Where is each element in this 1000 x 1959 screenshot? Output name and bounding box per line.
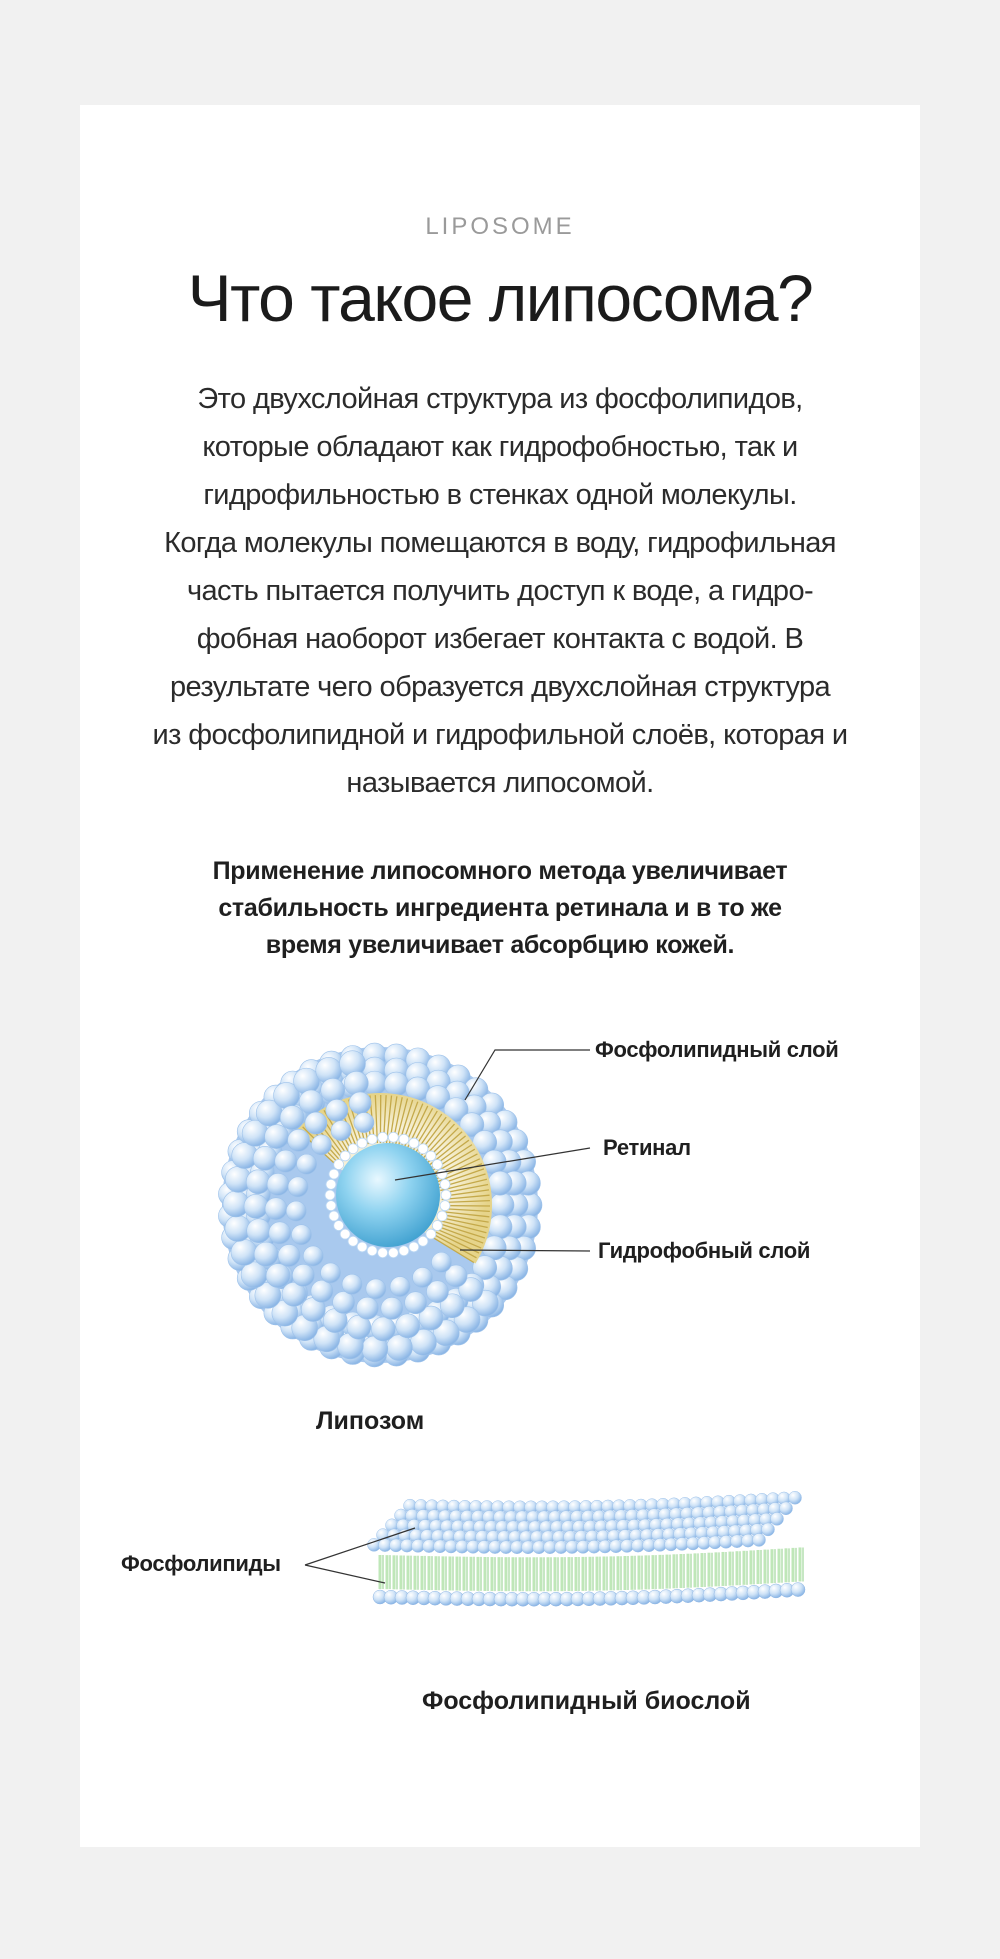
front-bead xyxy=(326,1099,348,1121)
inner-bead xyxy=(348,1144,358,1154)
liposome-illustration xyxy=(218,1043,542,1367)
front-bead xyxy=(303,1246,323,1266)
front-bead xyxy=(269,1222,291,1244)
description-paragraph: Это двухслойная структура из фосфолипидов, которые обладают как гидрофобностью, так и гидрофильностью в стенках одной молекулы. Когда молекулы помещаются в воду, гидрофильная часть пытается получить доступ к воде, а гидро- фобная наоборот избегает контакта с водой. В результате чего образуется двухслойная структура из фосфолипидной и гидрофильной слоёв, которая и называется липосомой. xyxy=(152,383,848,799)
front-bead xyxy=(321,1263,341,1283)
front-bead xyxy=(288,1129,310,1151)
front-bead xyxy=(413,1267,433,1287)
front-bead xyxy=(246,1170,270,1194)
front-bead xyxy=(280,1106,304,1130)
liposome-caption: Липозом xyxy=(316,1407,425,1435)
inner-bead xyxy=(367,1134,377,1144)
front-bead xyxy=(366,1279,386,1299)
inner-bead xyxy=(357,1242,367,1252)
inner-bead xyxy=(329,1169,339,1179)
front-bead xyxy=(405,1292,427,1314)
content-card xyxy=(80,105,920,1847)
front-bead xyxy=(266,1264,290,1288)
front-bead xyxy=(321,1078,345,1102)
bilayer-caption: Фосфолипидный биослой xyxy=(422,1687,751,1715)
top-bead xyxy=(780,1502,793,1515)
front-bead xyxy=(305,1112,327,1134)
label-phospholipid-layer: Фосфолипидный слой xyxy=(595,1037,839,1062)
inner-bead xyxy=(326,1201,336,1211)
front-bead xyxy=(381,1297,403,1319)
inner-bead xyxy=(367,1246,377,1256)
front-bead xyxy=(390,1277,410,1297)
inner-bead xyxy=(426,1229,436,1239)
front-bead xyxy=(349,1092,371,1114)
front-bead xyxy=(371,1317,395,1341)
front-bead xyxy=(244,1194,268,1218)
page-title: Что такое липосома? xyxy=(187,261,813,335)
inner-bead xyxy=(357,1138,367,1148)
front-bead xyxy=(275,1150,297,1172)
bead xyxy=(490,1193,514,1217)
front-bead xyxy=(311,1135,331,1155)
inner-bead xyxy=(409,1242,419,1252)
front-bead xyxy=(291,1225,311,1245)
leader-phospholipids-bottom xyxy=(305,1565,385,1583)
front-bead xyxy=(286,1201,306,1221)
top-bead xyxy=(753,1533,766,1546)
front-bead xyxy=(396,1314,420,1338)
inner-bead xyxy=(432,1221,442,1231)
bead xyxy=(384,1072,408,1096)
inner-bead xyxy=(432,1159,442,1169)
bilayer-tails xyxy=(380,1547,803,1591)
retinal-core xyxy=(336,1143,440,1247)
diagrams-canvas xyxy=(80,105,920,1847)
front-bead xyxy=(356,1297,378,1319)
inner-bead xyxy=(329,1211,339,1221)
top-bead xyxy=(762,1523,775,1536)
inner-bead xyxy=(378,1248,388,1258)
bead xyxy=(488,1171,512,1195)
eyebrow-label: LIPOSOME xyxy=(425,213,575,240)
front-bead xyxy=(247,1219,271,1243)
inner-bead xyxy=(378,1132,388,1142)
inner-bead xyxy=(437,1169,447,1179)
bilayer-illustration xyxy=(368,1491,806,1606)
front-bead xyxy=(331,1121,351,1141)
front-bead xyxy=(231,1239,257,1265)
front-bead xyxy=(344,1071,368,1095)
inner-bead xyxy=(340,1229,350,1239)
front-bead xyxy=(431,1252,451,1272)
front-bead xyxy=(265,1198,287,1220)
bottom-bead xyxy=(791,1583,805,1597)
label-phospholipids: Фосфолипиды xyxy=(121,1551,281,1576)
inner-bead xyxy=(418,1236,428,1246)
inner-bead xyxy=(326,1179,336,1189)
inner-bead xyxy=(441,1190,451,1200)
front-bead xyxy=(299,1090,323,1114)
top-bead xyxy=(771,1512,784,1525)
inner-bead xyxy=(334,1159,344,1169)
inner-bead xyxy=(388,1132,398,1142)
inner-bead xyxy=(437,1211,447,1221)
inner-bead xyxy=(440,1179,450,1189)
inner-bead xyxy=(440,1201,450,1211)
front-bead xyxy=(354,1113,374,1133)
front-bead xyxy=(288,1177,308,1197)
front-bead xyxy=(267,1173,289,1195)
front-bead xyxy=(265,1125,289,1149)
inner-bead xyxy=(334,1221,344,1231)
label-retinal: Ретинал xyxy=(603,1135,691,1160)
front-bead xyxy=(278,1244,300,1266)
front-bead xyxy=(297,1154,317,1174)
front-bead xyxy=(292,1264,314,1286)
inner-bead xyxy=(325,1190,335,1200)
front-bead xyxy=(311,1280,333,1302)
top-bead xyxy=(789,1491,802,1504)
bead xyxy=(488,1215,512,1239)
inner-bead xyxy=(418,1144,428,1154)
inner-bead xyxy=(409,1138,419,1148)
inner-bead xyxy=(399,1134,409,1144)
label-hydrophobic-layer: Гидрофобный слой xyxy=(598,1238,811,1263)
inner-bead xyxy=(399,1246,409,1256)
front-bead xyxy=(253,1146,277,1170)
inner-bead xyxy=(388,1248,398,1258)
highlight-paragraph: Применение липосомного метода увеличивает стабильность ингредиента ретинала и в то же время увеличивает абсорбцию кожей. xyxy=(212,857,788,959)
front-bead xyxy=(333,1291,355,1313)
inner-bead xyxy=(426,1151,436,1161)
front-bead xyxy=(254,1242,278,1266)
inner-bead xyxy=(340,1151,350,1161)
inner-bead xyxy=(348,1236,358,1246)
front-bead xyxy=(342,1274,362,1294)
